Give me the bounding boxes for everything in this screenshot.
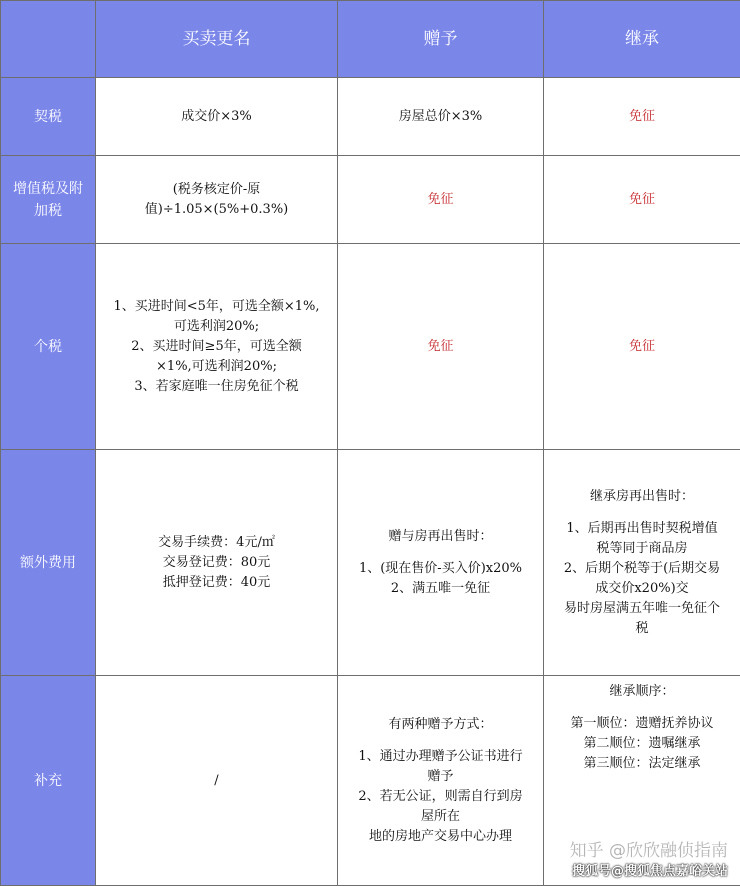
header-corner-cell <box>1 1 96 78</box>
vat-sale-line: 值)÷1.05×(5%+0.3%) <box>102 200 331 220</box>
extra-fees-inherit-line: 税 <box>550 619 734 639</box>
supplement-inherit-title: 继承顺序： <box>550 682 734 702</box>
deed-tax-sale-cell: 成交价×3% <box>96 78 338 156</box>
supplement-gift-line: 屋所在 <box>344 807 537 827</box>
supplement-gift-cell <box>338 676 544 886</box>
extra-fees-sale-line: 交易手续费：4元/㎡ <box>102 533 331 553</box>
vat-sale-line: (税务核定价-原 <box>102 180 331 200</box>
extra-fees-inherit-cell <box>544 450 740 676</box>
sohu-watermark: 搜狐号@搜狐焦点嘉峪关站 <box>572 860 728 879</box>
supplement-sale-cell: / <box>96 676 338 886</box>
supplement-inherit-line: 第三顺位：法定继承 <box>550 754 734 774</box>
supplement-gift-line: 地的房地产交易中心办理 <box>344 827 537 847</box>
extra-fees-sale-cell <box>96 450 338 676</box>
header-row <box>1 1 740 78</box>
row-deed-tax <box>1 78 740 156</box>
income-tax-gift-cell: 免征 <box>338 244 544 450</box>
supplement-gift-line: 赠予 <box>344 767 537 787</box>
vat-label-line: 增值税及附 <box>7 178 89 200</box>
extra-fees-inherit-line: 2、后期个税等于(后期交易 <box>550 559 734 579</box>
supplement-gift-line: 1、通过办理赠予公证书进行 <box>344 747 537 767</box>
income-tax-sale-line: 1、买进时间<5年，可选全额×1%, <box>102 297 331 317</box>
extra-fees-gift-line: 2、满五唯一免征 <box>344 579 537 599</box>
extra-fees-inherit-title: 继承房再出售时： <box>550 487 734 507</box>
row-label-vat <box>1 156 96 244</box>
row-label-income-tax: 个税 <box>1 244 96 450</box>
supplement-gift-line: 2、若无公证，则需自行到房 <box>344 787 537 807</box>
header-gift: 赠予 <box>338 1 544 78</box>
row-label-extra-fees: 额外费用 <box>1 450 96 676</box>
extra-fees-inherit-line: 易时房屋满五年唯一免征个 <box>550 599 734 619</box>
vat-label-line: 加税 <box>7 200 89 222</box>
income-tax-sale-line: 2、买进时间≥5年，可选全额 <box>102 337 331 357</box>
income-tax-sale-line: 3、若家庭唯一住房免征个税 <box>102 377 331 397</box>
extra-fees-inherit-line: 1、后期再出售时契税增值 <box>550 519 734 539</box>
income-tax-sale-cell <box>96 244 338 450</box>
row-vat <box>1 156 740 244</box>
income-tax-sale-line: 可选利润20%; <box>102 317 331 337</box>
vat-gift-cell: 免征 <box>338 156 544 244</box>
extra-fees-gift-line: 1、(现在售价-买入价)x20% <box>344 559 537 579</box>
row-label-deed-tax: 契税 <box>1 78 96 156</box>
supplement-inherit-line: 第一顺位：遗赠抚养协议 <box>550 714 734 734</box>
deed-tax-gift-cell: 房屋总价×3% <box>338 78 544 156</box>
row-income-tax <box>1 244 740 450</box>
extra-fees-gift-cell <box>338 450 544 676</box>
extra-fees-inherit-line: 成交价x20%)交 <box>550 579 734 599</box>
zhihu-watermark: 知乎 @欣欣融侦指南 <box>570 836 728 861</box>
header-sale-rename: 买卖更名 <box>96 1 338 78</box>
row-label-supplement: 补充 <box>1 676 96 886</box>
vat-inherit-cell: 免征 <box>544 156 740 244</box>
deed-tax-inherit-cell: 免征 <box>544 78 740 156</box>
extra-fees-sale-line: 抵押登记费：40元 <box>102 573 331 593</box>
header-inherit: 继承 <box>544 1 740 78</box>
income-tax-inherit-cell: 免征 <box>544 244 740 450</box>
income-tax-sale-line: ×1%,可选利润20%; <box>102 357 331 377</box>
supplement-inherit-line: 第二顺位：遗嘱继承 <box>550 734 734 754</box>
extra-fees-sale-line: 交易登记费：80元 <box>102 553 331 573</box>
vat-sale-cell <box>96 156 338 244</box>
supplement-gift-title: 有两种赠予方式： <box>344 715 537 735</box>
extra-fees-inherit-line: 税等同于商品房 <box>550 539 734 559</box>
extra-fees-gift-title: 赠与房再出售时： <box>344 527 537 547</box>
row-extra-fees <box>1 450 740 676</box>
